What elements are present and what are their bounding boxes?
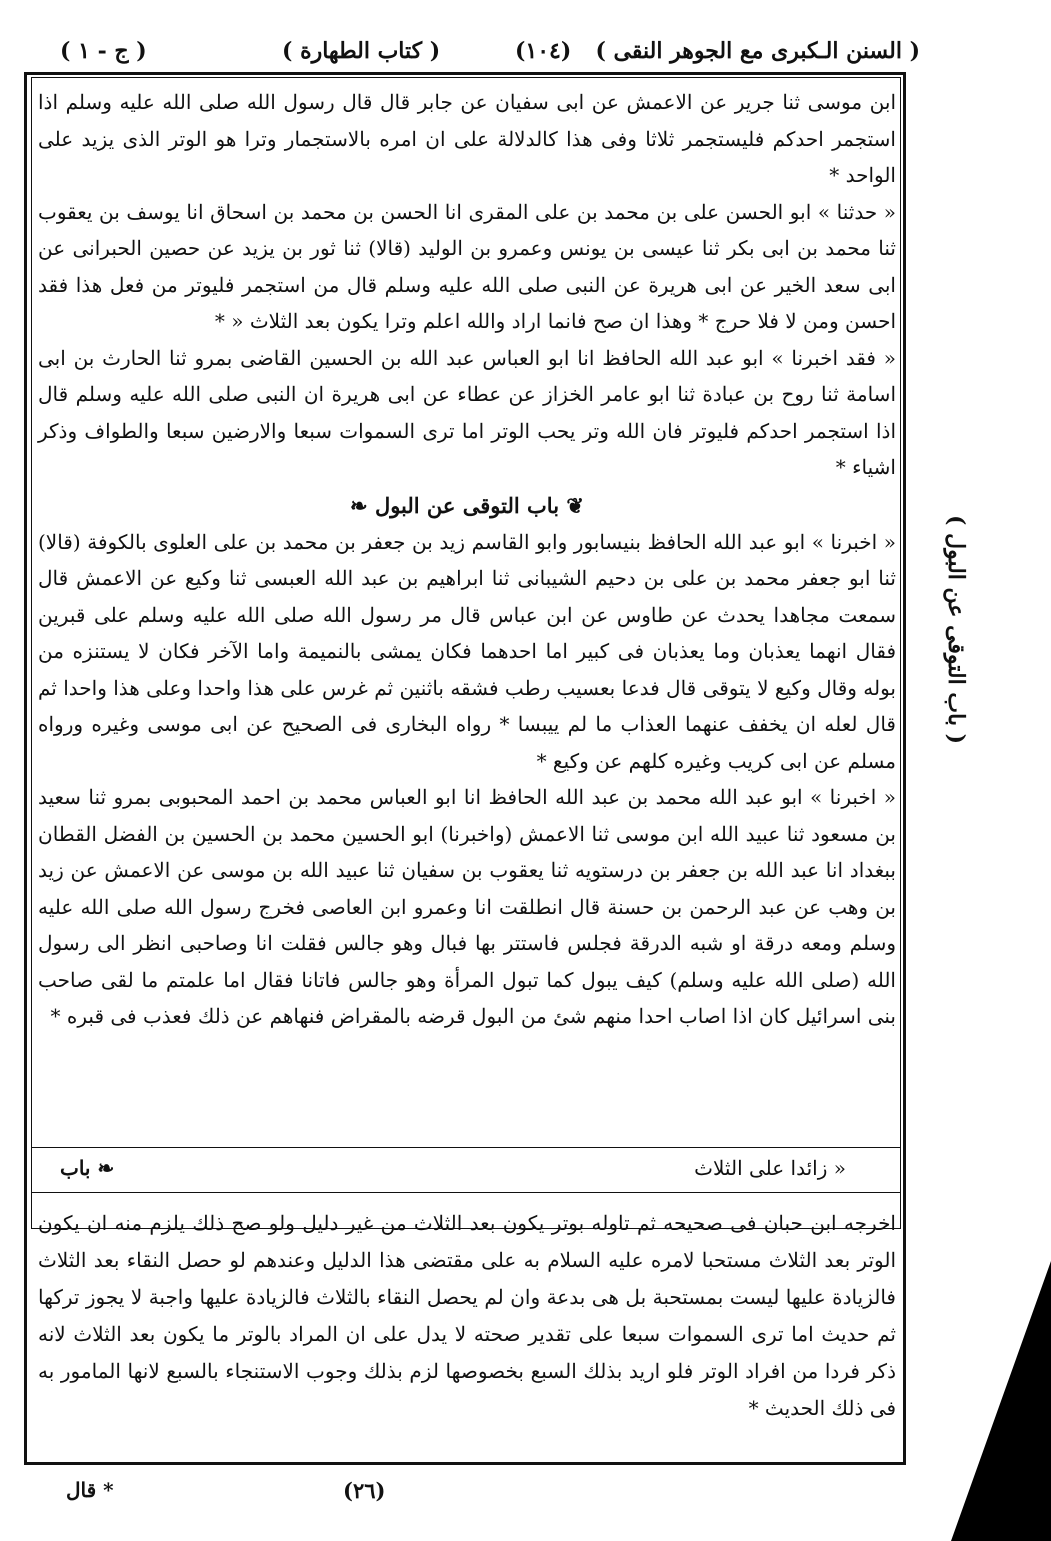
book-title: ( كتاب الطهارة ): [282, 38, 441, 64]
divider: [31, 1192, 901, 1193]
ornament-icon: ❧: [90, 1156, 115, 1180]
signature-number: (٢٦): [343, 1478, 386, 1503]
hadith-paragraph: « حدثنا » ابو الحسن على بن محمد بن على المقرى انا الحسن بن محمد بن اسحاق انا يوسف بن يعقوب ثنا محمد بن ابى بكر ثنا عيسى بن يونس وعمرو بن الوليد (قالا) ثنا ثور بن يزيد عن حصين الحبرانى عن ابى سعد الخير عن ابى هريرة عن النبى صلى الله عليه وسلم قال من استجمر فليوتر من فعل هذا فقد احسن ومن لا فلا حرج * وهذا ان صح فانما اراد والله اعلم وترا يكون بعد الثلاث « *: [38, 199, 896, 333]
side-note-text: ( باب التوقى عن البول ): [943, 515, 969, 745]
ornament-icon: ❦: [559, 492, 584, 518]
page-number: (١٠٤): [515, 38, 572, 64]
ornament-icon: ❧: [350, 492, 375, 518]
main-text: [38, 84, 896, 1035]
chapter-title: باب التوقى عن البول: [374, 492, 560, 518]
scan-edge-shadow: [951, 1261, 1051, 1541]
running-title: ( السنن الـكبرى مع الجوهر النقى ): [595, 38, 920, 64]
chapter-heading: [38, 486, 896, 524]
hadith-paragraph: « اخبرنا » ابو عبد الله محمد بن عبد الله الحافظ انا ابو العباس محمد بن احمد المحبوبى بمرو ثنا سعيد بن مسعود ثنا عبيد الله ابن موسى ثنا الاعمش (واخبرنا) ابو الحسين محمد بن الحسين بن الفضل القطان ببغداد انا عبد الله بن جعفر بن درستويه ثنا يعقوب بن سفيان ثنا عبيد الله بن موسى عن الاعمش عن زيد بن وهب عن عبد الرحمن بن حسنة قال انطلقت انا وعمرو ابن العاصى فخرج رسول الله صلى الله عليه وسلم ومعه درقة او شبه الدرقة فجلس فاستتر بها فبال وهو جالس فقلت انا وصاحبى انظر الى رسول الله (صلى الله عليه وسلم) كيف يبول كما تبول المرأة وهو جالس فاتانا فقال اما علمتم ما لقى صاحب بنى اسرائيل كان اذا اصاب احدا منهم شئ من البول قرضه بالمقراض فنهاهم عن ذلك فعذب فى قبره *: [38, 785, 896, 1028]
sub-heading-bab: ❧ باب: [60, 1156, 115, 1180]
page-header: [60, 38, 920, 74]
side-note: [926, 515, 986, 745]
divider: [31, 1147, 901, 1148]
volume-number: ( ج - ١ ): [60, 38, 147, 64]
catchword: * قال: [66, 1478, 114, 1502]
hadith-paragraph: « فقد اخبرنا » ابو عبد الله الحافظ انا ابو العباس عبد الله بن الحسين القاضى بمرو ثنا الحارث بن ابى اسامة ثنا روح بن عبادة ثنا ابو عامر الخزاز عن عطاء عن ابى هريرة ان النبى صلى الله عليه وسلم قال اذا استجمر احدكم فليوتر فان الله وتر يحب الوتر اما ترى السموات سبعا والارضين سبعا والطواف وذكر اشياء *: [38, 345, 896, 479]
hadith-paragraph: « اخبرنا » ابو عبد الله الحافظ بنيسابور وابو القاسم زيد بن جعفر بن محمد بن على العلوى بالكوفة (قالا) ثنا ابو جعفر محمد بن على بن دحيم الشيبانى ثنا ابراهيم بن عبد الله العبسى ثنا وكيع عن الاعمش قال سمعت مجاهدا يحدث عن طاوس عن ابن عباس قال مر رسول الله صلى الله عليه وسلم على قبرين فقال انهما يعذبان وما يعذبان فى كبير اما احدهما فكان يمشى بالنميمة واما الآخر فكان لا يستنزه من بوله وقال وكيع لا يتوقى قال فدعا بعسيب رطب فشقه باثنين ثم غرس على هذا واحدا وعلى هذا واحدا ثم قال لعله ان يخفف عنهما العذاب ما لم ييبسا * رواه البخارى فى الصحيح عن ابى موسى وغيره ورواه مسلم عن ابى كريب وغيره كلهم عن وكيع *: [38, 529, 897, 773]
sub-heading-text: « زائدا على الثلاث: [694, 1156, 846, 1180]
hadith-paragraph: ابن موسى ثنا جرير عن الاعمش عن ابى سفيان عن جابر قال قال رسول الله صلى الله عليه وسلم اذا استجمر احدكم فليستجمر ثلاثا وفى هذا كالدلالة على ان امره بالاستجمار وترا هو الوتر الذى يزيد على الواحد *: [38, 90, 896, 187]
commentary-text: اخرجه ابن حبان فى صحيحه ثم تاوله بوتر يكون بعد الثلاث من غير دليل ولو صح ذلك يلزم منه ان يكون الوتر بعد الثلاث مستحبا لامره عليه السلام به على مقتضى هذا الدليل وعندهم لو حصل النقاء بعد الثلاث فالزيادة عليها ليست بمستحبة بل هى بدعة وان لم يحصل النقاء بالثلاث فالزيادة عليها واجبة لا يجوز تركها ثم حديث اما ترى السموات سبعا على تقدير صحته لا يدل على ان المراد بالوتر ما يكون بعد الثلاث لانه ذكر فردا من افراد الوتر فلو اريد بذلك السبع بخصوصها لزم بذلك وجوب الاستنجاء بالسبع لانها المامور به فى ذلك الحديث *: [38, 1211, 897, 1420]
